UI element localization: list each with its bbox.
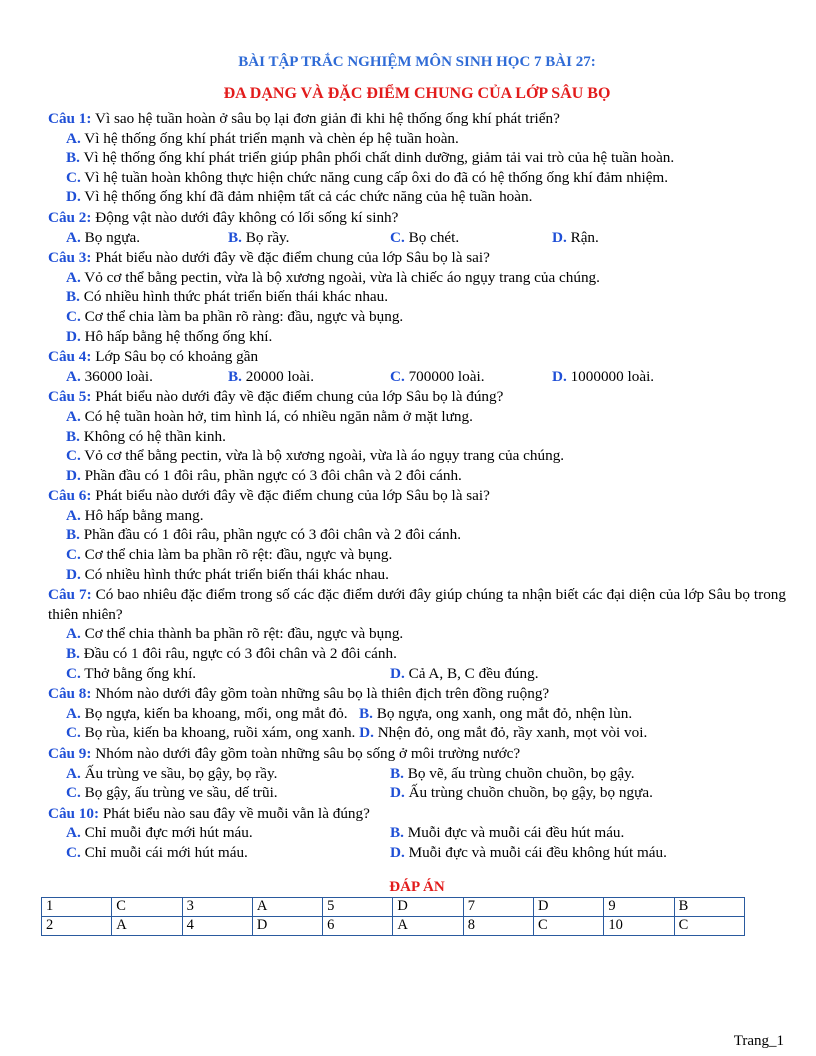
question-10 bbox=[48, 804, 786, 863]
option-text: Bọ chét. bbox=[408, 228, 460, 246]
option-d bbox=[552, 367, 714, 387]
table-cell: D bbox=[252, 916, 322, 935]
question-label: Câu 6: bbox=[48, 487, 92, 505]
question-text: Nhóm nào dưới đây gồm toàn những sâu bọ là thiên địch trên đồng ruộng? bbox=[95, 685, 550, 703]
option-c bbox=[390, 367, 552, 387]
option-text: Thở bằng ống khí. bbox=[84, 664, 197, 682]
option-key: C. bbox=[66, 784, 81, 802]
option-text: Muỗi đực và muỗi cái đều hút máu. bbox=[407, 824, 625, 842]
question-7 bbox=[48, 585, 786, 683]
option-text: Đầu có 1 đôi râu, ngực có 3 đôi chân và 2 đôi cánh. bbox=[83, 645, 397, 663]
table-cell: B bbox=[674, 897, 744, 916]
option-key: D. bbox=[66, 327, 81, 345]
option-b bbox=[390, 823, 714, 843]
option-key: C. bbox=[390, 228, 405, 246]
option-row-ab bbox=[48, 704, 786, 724]
question-8 bbox=[48, 684, 786, 743]
option-text: Vì hệ thống ống khí đã đảm nhiệm tất cả các chức năng của hệ tuần hoàn. bbox=[84, 188, 533, 206]
option-text: Bọ vẽ, ấu trùng chuồn chuồn, bọ gậy. bbox=[407, 764, 635, 782]
option-b bbox=[48, 287, 786, 307]
question-3 bbox=[48, 248, 786, 346]
table-cell: 8 bbox=[463, 916, 533, 935]
option-text: 700000 loài. bbox=[408, 367, 485, 385]
option-text: Phần đầu có 1 đôi râu, phần ngực có 3 đôi chân và 2 đôi cánh. bbox=[84, 466, 462, 484]
table-cell: 2 bbox=[42, 916, 112, 935]
option-text: Vì hệ thống ống khí phát triển mạnh và chèn ép hệ tuần hoàn. bbox=[84, 129, 459, 147]
option-b bbox=[48, 644, 786, 664]
option-d bbox=[552, 228, 714, 248]
option-key: D. bbox=[390, 843, 405, 861]
option-a bbox=[66, 228, 228, 248]
option-key: B. bbox=[228, 367, 242, 385]
option-a bbox=[66, 367, 228, 387]
table-cell: 5 bbox=[323, 897, 393, 916]
option-c bbox=[66, 664, 390, 684]
option-a bbox=[48, 506, 786, 526]
option-b bbox=[228, 228, 390, 248]
option-key: A. bbox=[66, 367, 81, 385]
question-label: Câu 5: bbox=[48, 388, 92, 406]
option-c bbox=[48, 307, 786, 327]
option-key: D. bbox=[552, 367, 567, 385]
option-key: C. bbox=[66, 664, 81, 682]
option-a bbox=[48, 268, 786, 288]
option-text: Chỉ muỗi cái mới hút máu. bbox=[84, 843, 248, 861]
option-d bbox=[48, 327, 786, 347]
option-key: D. bbox=[66, 188, 81, 206]
option-key: D. bbox=[66, 466, 81, 484]
document-title: BÀI TẬP TRẮC NGHIỆM MÔN SINH HỌC 7 BÀI 27: bbox=[238, 54, 596, 70]
option-key: A. bbox=[66, 129, 81, 147]
option-d bbox=[390, 843, 714, 863]
table-cell: D bbox=[393, 897, 463, 916]
question-text: Động vật nào dưới đây không có lối sống kí sinh? bbox=[95, 208, 399, 226]
question-label: Câu 8: bbox=[48, 685, 92, 703]
option-c bbox=[48, 545, 786, 565]
option-text: 1000000 loài. bbox=[570, 367, 655, 385]
option-text: Bọ gậy, ấu trùng ve sầu, dế trũi. bbox=[84, 784, 278, 802]
option-text: Có hệ tuần hoàn hở, tim hình lá, có nhiều ngăn nằm ở mặt lưng. bbox=[84, 407, 473, 425]
option-key: B. bbox=[66, 427, 80, 445]
option-key: D. bbox=[390, 664, 405, 682]
option-key: A. bbox=[66, 506, 81, 524]
question-label: Câu 4: bbox=[48, 348, 92, 366]
table-cell: C bbox=[534, 916, 604, 935]
option-text: Vì hệ thống ống khí phát triển giúp phân phối chất dinh dưỡng, giảm tải vai trò của hệ tuần hoàn. bbox=[83, 149, 675, 167]
question-text: Có bao nhiêu đặc điểm trong số các đặc điểm dưới đây giúp chúng ta nhận biết các đại diện của lớp Sâu bọ trong thiên nhiên? bbox=[48, 586, 786, 623]
option-b bbox=[48, 525, 786, 545]
option-d bbox=[390, 783, 714, 803]
option-b bbox=[48, 427, 786, 447]
option-key: B. bbox=[66, 645, 80, 663]
option-text: Hô hấp bằng hệ thống ống khí. bbox=[84, 327, 273, 345]
option-key: D. bbox=[359, 724, 374, 742]
question-label: Câu 10: bbox=[48, 804, 100, 822]
option-text: Hô hấp bằng mang. bbox=[84, 506, 204, 524]
option-text: Bọ rùa, kiến ba khoang, ruồi xám, ong xanh. bbox=[84, 724, 356, 742]
option-text: Cơ thể chia làm ba phần rõ ràng: đầu, ngực và bụng. bbox=[84, 307, 404, 325]
option-c bbox=[390, 228, 552, 248]
question-2 bbox=[48, 208, 786, 247]
document-subtitle: ĐA DẠNG VÀ ĐẶC ĐIỂM CHUNG CỦA LỚP SÂU BỌ bbox=[223, 85, 611, 102]
option-text: Có nhiều hình thức phát triển biến thái khác nhau. bbox=[83, 288, 389, 306]
option-text: Rận. bbox=[570, 228, 599, 246]
option-key: C. bbox=[66, 546, 81, 564]
question-label: Câu 9: bbox=[48, 745, 92, 762]
table-cell: 10 bbox=[604, 916, 674, 935]
table-row bbox=[42, 916, 745, 935]
question-text: Phát biểu nào dưới đây về đặc điểm chung của lớp Sâu bọ là sai? bbox=[95, 487, 490, 505]
option-key: B. bbox=[66, 526, 80, 544]
question-4 bbox=[48, 347, 786, 386]
option-c bbox=[66, 843, 390, 863]
option-text: 20000 loài. bbox=[245, 367, 315, 385]
option-key: C. bbox=[66, 307, 81, 325]
option-text: Nhện đỏ, ong mắt đỏ, rầy xanh, mọt vòi voi. bbox=[377, 724, 648, 742]
option-a bbox=[66, 823, 390, 843]
option-row-cd bbox=[48, 723, 786, 743]
option-key: A. bbox=[66, 228, 81, 246]
option-text: Ấu trùng ve sầu, bọ gậy, bọ rầy. bbox=[84, 764, 278, 782]
question-label: Câu 1: bbox=[48, 110, 92, 127]
option-key: C. bbox=[390, 367, 405, 385]
table-cell: D bbox=[534, 897, 604, 916]
option-key: B. bbox=[66, 288, 80, 306]
option-key: A. bbox=[66, 268, 81, 286]
option-a bbox=[48, 407, 786, 427]
option-key: A. bbox=[66, 824, 81, 842]
question-text: Nhóm nào dưới đây gồm toàn những sâu bọ sống ở môi trường nước? bbox=[95, 745, 521, 762]
option-text: Chỉ muỗi đực mới hút máu. bbox=[84, 824, 253, 842]
option-a bbox=[48, 624, 786, 644]
option-text: Ấu trùng chuồn chuồn, bọ gậy, bọ ngựa. bbox=[408, 784, 653, 802]
question-5 bbox=[48, 387, 786, 485]
question-6 bbox=[48, 486, 786, 584]
option-key: A. bbox=[66, 625, 81, 643]
table-cell: 6 bbox=[323, 916, 393, 935]
option-text: Vì hệ tuần hoàn không thực hiện chức năng cung cấp ôxi do đã có hệ thống ống khí đảm nhiệm. bbox=[84, 168, 669, 186]
option-key: B. bbox=[66, 149, 80, 167]
option-b bbox=[228, 367, 390, 387]
option-key: B. bbox=[358, 704, 373, 722]
table-row bbox=[42, 897, 745, 916]
option-text: Không có hệ thần kinh. bbox=[83, 427, 226, 445]
option-a bbox=[66, 764, 390, 784]
table-cell: 4 bbox=[182, 916, 252, 935]
question-text: Phát biểu nào sau đây về muỗi vằn là đúng? bbox=[102, 804, 370, 822]
option-key: C. bbox=[66, 843, 81, 861]
option-text: Phần đầu có 1 đôi râu, phần ngực có 3 đôi chân và 2 đôi cánh. bbox=[83, 526, 462, 544]
option-text: 36000 loài. bbox=[84, 367, 153, 385]
option-text: Vỏ cơ thể bằng pectin, vừa là bộ xương ngoài, vừa là áo ngụy trang của chúng. bbox=[84, 447, 565, 465]
answer-key-title: ĐÁP ÁN bbox=[389, 878, 445, 895]
table-cell: A bbox=[393, 916, 463, 935]
table-cell: C bbox=[674, 916, 744, 935]
option-d bbox=[48, 565, 786, 585]
option-key: D. bbox=[552, 228, 567, 246]
table-cell: 9 bbox=[604, 897, 674, 916]
option-b bbox=[390, 764, 714, 784]
option-text: Muỗi đực và muỗi cái đều không hút máu. bbox=[408, 843, 667, 861]
page-number: Trang_1 bbox=[733, 1033, 784, 1049]
table-cell: 7 bbox=[463, 897, 533, 916]
option-c bbox=[66, 783, 390, 803]
option-text: Vỏ cơ thể bằng pectin, vừa là bộ xương ngoài, vừa là chiếc áo ngụy trang của chúng. bbox=[84, 268, 600, 286]
option-text: Bọ rầy. bbox=[245, 228, 290, 246]
option-c bbox=[48, 168, 786, 188]
option-key: C. bbox=[66, 447, 81, 465]
question-1 bbox=[48, 109, 786, 207]
table-cell: C bbox=[112, 897, 182, 916]
option-b bbox=[48, 148, 786, 168]
question-text: Phát biểu nào dưới đây về đặc điểm chung của lớp Sâu bọ là đúng? bbox=[95, 388, 504, 406]
table-cell: A bbox=[252, 897, 322, 916]
table-cell: 1 bbox=[42, 897, 112, 916]
option-key: B. bbox=[228, 228, 242, 246]
option-text: Có nhiều hình thức phát triển biến thái khác nhau. bbox=[84, 565, 389, 583]
option-text: Bọ ngựa, kiến ba khoang, mối, ong mắt đỏ. bbox=[84, 704, 348, 722]
table-cell: 3 bbox=[182, 897, 252, 916]
option-d bbox=[48, 466, 786, 486]
option-text: Bọ ngựa. bbox=[84, 228, 141, 246]
option-key: B. bbox=[390, 764, 404, 782]
option-key: C. bbox=[66, 168, 81, 186]
question-label: Câu 7: bbox=[48, 586, 92, 604]
option-key: A. bbox=[66, 407, 81, 425]
table-cell: A bbox=[112, 916, 182, 935]
question-label: Câu 2: bbox=[48, 208, 92, 226]
question-text: Vì sao hệ tuần hoàn ở sâu bọ lại đơn giản đi khi hệ thống ống khí phát triển? bbox=[95, 110, 560, 127]
option-a bbox=[48, 129, 786, 149]
option-text: Cơ thể chia thành ba phần rõ rệt: đầu, ngực và bụng. bbox=[84, 625, 404, 643]
question-text: Phát biểu nào dưới đây về đặc điểm chung của lớp Sâu bọ là sai? bbox=[95, 249, 490, 267]
option-key: C. bbox=[66, 724, 81, 742]
option-text: Cả A, B, C đều đúng. bbox=[408, 664, 539, 682]
option-d bbox=[390, 664, 714, 684]
option-key: D. bbox=[390, 784, 405, 802]
option-c bbox=[48, 446, 786, 466]
option-d bbox=[48, 187, 786, 207]
document-page bbox=[48, 54, 786, 936]
question-text: Lớp Sâu bọ có khoảng gần bbox=[95, 348, 259, 366]
question-9 bbox=[48, 744, 786, 803]
option-text: Bọ ngựa, ong xanh, ong mắt đỏ, nhện lùn. bbox=[376, 704, 633, 722]
question-label: Câu 3: bbox=[48, 249, 92, 267]
option-key: A. bbox=[66, 764, 81, 782]
option-key: D. bbox=[66, 565, 81, 583]
option-key: B. bbox=[390, 824, 404, 842]
option-text: Cơ thể chia làm ba phần rõ rệt: đầu, ngực và bụng. bbox=[84, 546, 393, 564]
option-key: A. bbox=[66, 704, 81, 722]
answer-key-table bbox=[41, 897, 745, 936]
